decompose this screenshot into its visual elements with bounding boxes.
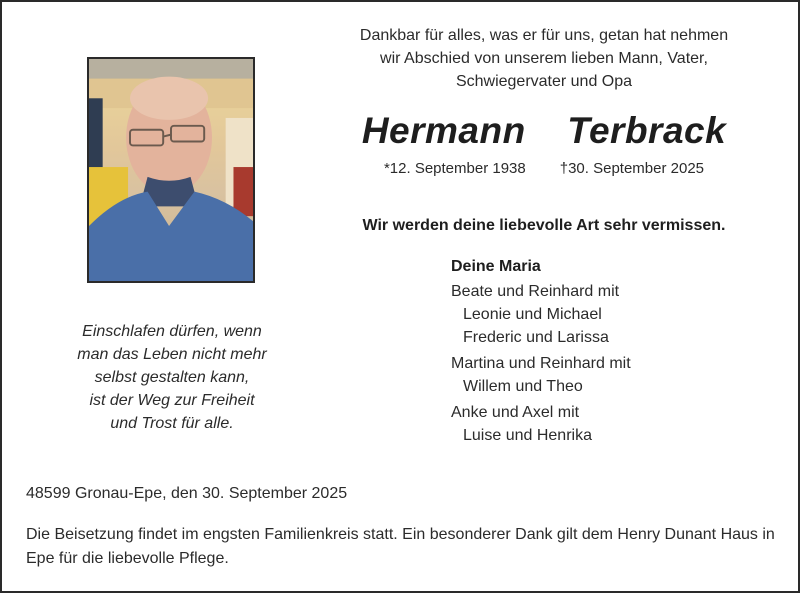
intro-line: Schwiegervater und Opa <box>455 73 633 90</box>
birth-date: *12. September 1938 <box>383 160 526 177</box>
family-group <box>451 352 711 398</box>
portrait-image <box>89 59 253 281</box>
poem-line: ist der Weg zur Freiheit <box>89 392 255 409</box>
intro-text <box>332 24 756 93</box>
family-group <box>451 401 711 447</box>
funeral-note: Die Beisetzung findet im engsten Familienkreis statt. Ein besonderer Dank gilt dem Henry Dunant Haus in Epe für die liebevolle Pflege. <box>26 526 775 567</box>
poem-line: selbst gestalten kann, <box>94 369 250 386</box>
poem-line: Einschlafen dürfen, wenn <box>82 323 262 340</box>
family-children: Luise und Henrika <box>463 427 592 444</box>
family-children: Frederic und Larissa <box>463 329 609 346</box>
family-group <box>451 280 711 349</box>
poem-line: und Trost für alle. <box>110 415 234 432</box>
family-parents: Anke und Axel mit <box>451 404 580 421</box>
family-parents: Martina und Reinhard mit <box>451 355 631 372</box>
intro-line: wir Abschied von unserem lieben Mann, Vater, <box>380 50 708 67</box>
poem-line: man das Leben nicht mehr <box>77 346 267 363</box>
intro-line: Dankbar für alles, was er für uns, getan hat nehmen <box>359 27 729 44</box>
family-lead: Deine Maria <box>451 258 541 275</box>
poem <box>52 320 292 435</box>
death-date: †30. September 2025 <box>559 160 705 177</box>
deceased-name: Hermann Terbrack <box>361 110 727 151</box>
life-dates <box>332 160 756 177</box>
place-date: 48599 Gronau-Epe, den 30. September 2025 <box>26 485 348 502</box>
family-list <box>451 255 711 450</box>
family-parents: Beate und Reinhard mit <box>451 283 620 300</box>
portrait-photo <box>87 57 255 283</box>
family-children: Leonie und Michael <box>463 306 602 323</box>
family-children: Willem und Theo <box>463 378 583 395</box>
motto: Wir werden deine liebevolle Art sehr vermissen. <box>362 217 726 234</box>
